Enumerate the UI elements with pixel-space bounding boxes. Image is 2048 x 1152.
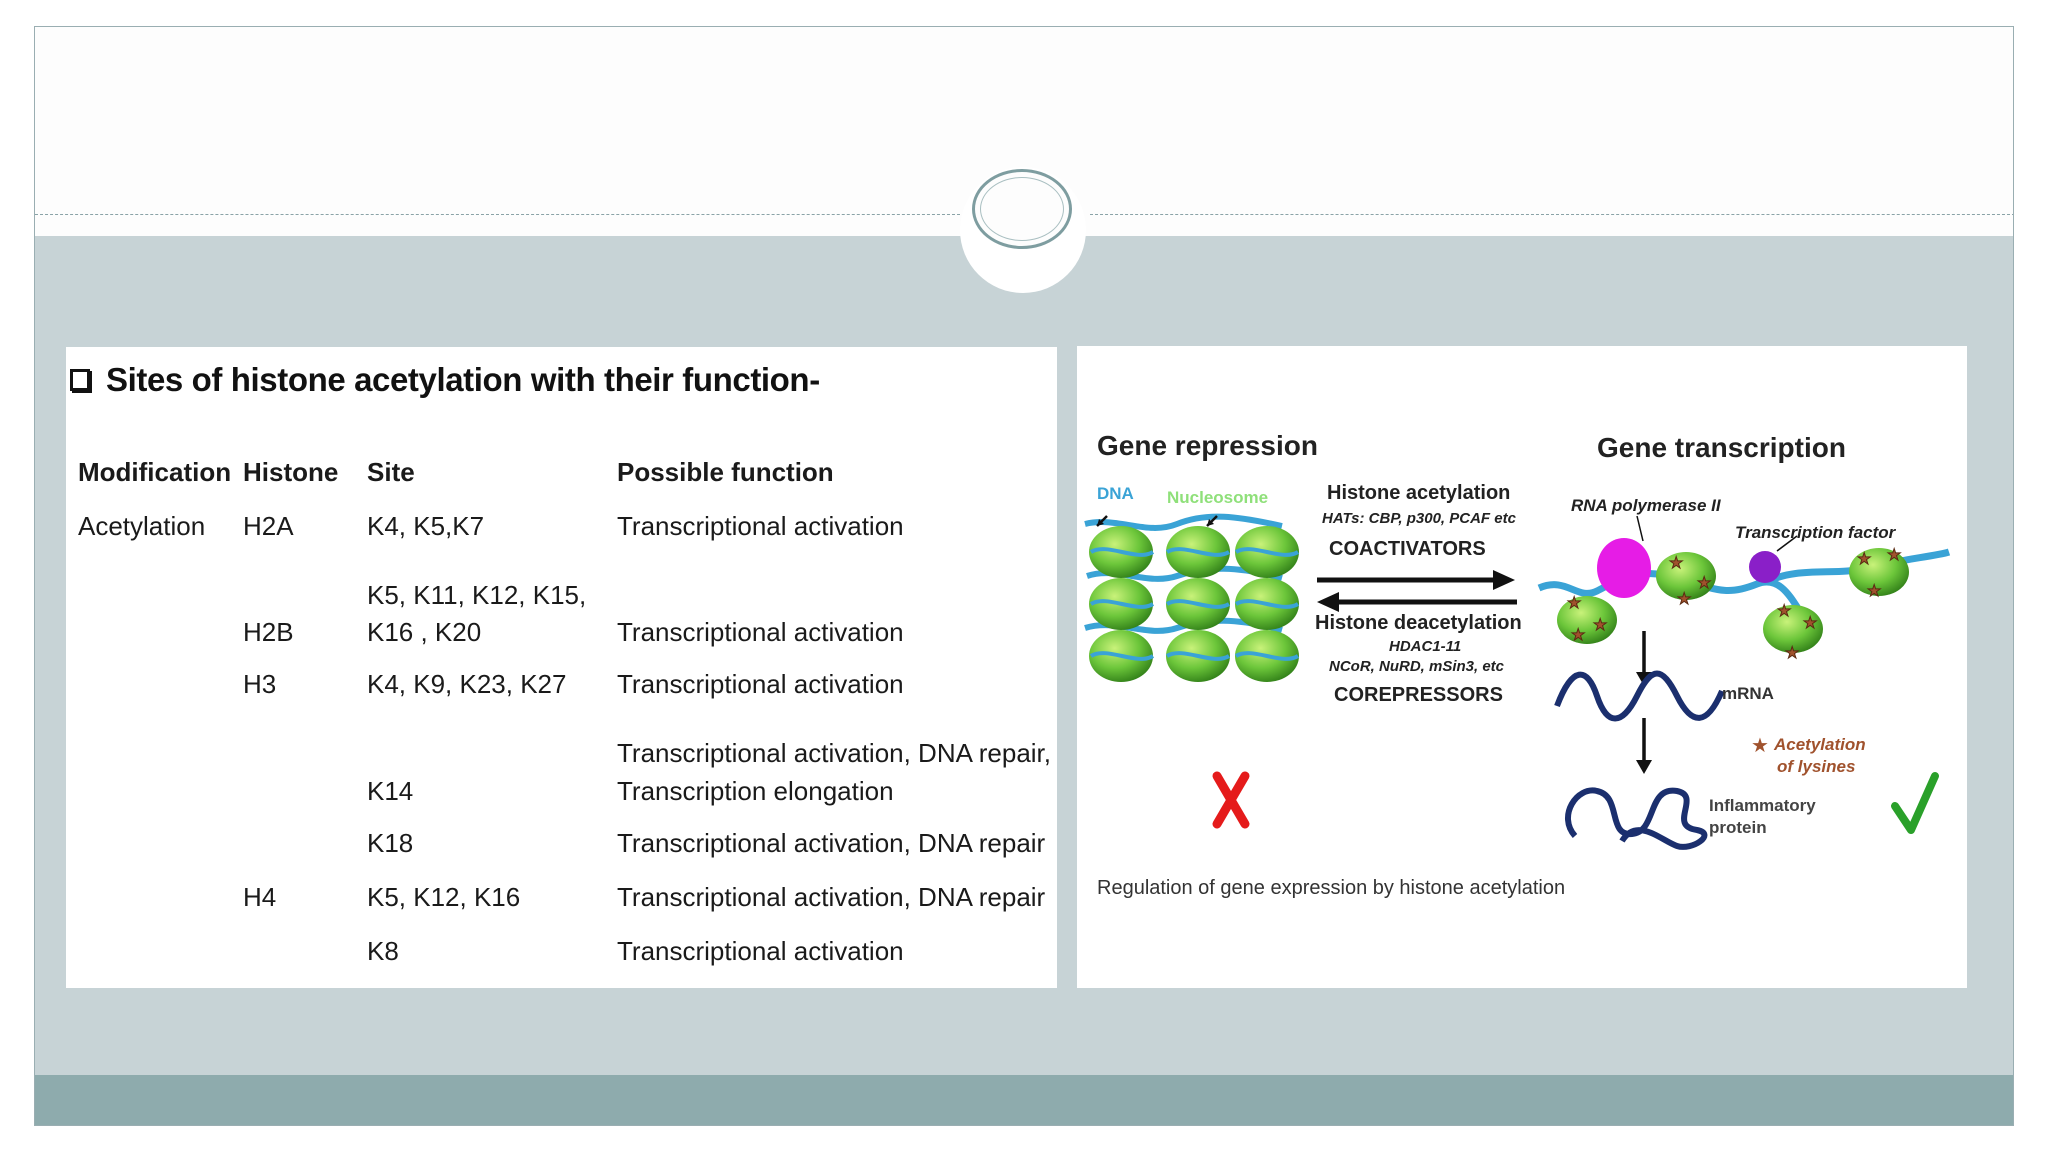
histone-acetylation-label: Histone acetylation [1327,482,1511,504]
heading-text: Sites of histone acetylation with their function- [106,361,820,398]
cell-histone: H2A [243,511,294,541]
histone-deacetylation-label: Histone deacetylation [1315,612,1522,634]
nucleosome-label: Nucleosome [1167,488,1269,507]
mrna-strand [1557,674,1722,719]
cell-function: Transcription elongation [617,776,894,806]
svg-text:★: ★ [1785,645,1800,662]
svg-text:★: ★ [1571,627,1586,644]
hdac-label: HDAC1-11 [1389,638,1462,655]
inflammatory-label-2: protein [1709,818,1767,837]
acetylation-legend-label-1: Acetylation [1774,735,1866,754]
inflammatory-label-1: Inflammatory [1709,796,1816,815]
flow-arrows [1636,631,1652,774]
cell-function: Transcriptional activation, DNA repair [617,882,1046,912]
cell-site: K5, K12, K16 [367,882,521,912]
hats-label: HATs: CBP, p300, PCAF etc [1322,510,1516,527]
svg-text:★: ★ [1697,575,1712,592]
transcription-factor-label: Transcription factor [1735,523,1896,542]
svg-text:★: ★ [1669,555,1684,572]
histone-table [66,347,1057,988]
cell-site: K4, K5,K7 [367,511,485,541]
cell-site: K16 , K20 [367,617,482,647]
cross-icon [1217,776,1245,824]
acetylation-figure-panel [1077,346,1967,988]
svg-text:★: ★ [1593,617,1608,634]
cell-site: K5, K11, K12, K15, [367,580,587,610]
header-divider-left [35,214,960,215]
header-ornament-circle [972,169,1072,249]
cell-function: Transcriptional activation [617,669,904,699]
gene-transcription-label: Gene transcription [1597,432,1846,463]
col-header-site: Site [367,457,415,487]
check-icon [1895,776,1935,830]
cell-function: Transcriptional activation, DNA repair [617,828,1046,858]
cell-modification: Acetylation [78,511,206,541]
svg-text:★: ★ [1867,583,1882,600]
cell-site: K18 [367,828,414,858]
cell-function: Transcriptional activation [617,617,904,647]
equilibrium-arrows [1317,570,1517,612]
slide [34,26,2014,1126]
histone-table-panel [66,347,1057,988]
inflammatory-protein-shape [1568,790,1704,846]
cell-site: K8 [367,936,399,966]
cell-histone: H2B [243,617,294,647]
cell-site: K4, K9, K23, K27 [367,669,567,699]
cell-site: K14 [367,776,414,806]
transcription-factor-shape [1749,551,1781,583]
svg-text:★: ★ [1677,591,1692,608]
rna-polymerase-shape [1597,538,1651,598]
col-header-modification: Modification [78,457,232,487]
col-header-histone: Histone [243,457,339,487]
svg-text:★: ★ [1803,615,1818,632]
cell-histone: H4 [243,882,277,912]
coactivators-label: COACTIVATORS [1329,538,1486,560]
ncor-label: NCoR, NuRD, mSin3, etc [1329,658,1505,675]
svg-text:★: ★ [1777,603,1792,620]
acetylation-legend-star-icon: ★ [1751,735,1769,757]
col-header-function: Possible function [617,457,834,487]
header-divider-right [1090,214,2014,215]
svg-text:★: ★ [1887,547,1902,564]
rna-polymerase-label: RNA polymerase II [1571,496,1721,515]
condensed-chromatin [1085,516,1299,682]
svg-text:★: ★ [1567,595,1582,612]
dna-label: DNA [1097,484,1134,503]
cell-histone: H3 [243,669,277,699]
cell-function: Transcriptional activation [617,936,904,966]
cell-function: Transcriptional activation [617,511,904,541]
mrna-label: mRNA [1722,684,1774,703]
corepressors-label: COREPRESSORS [1334,684,1503,706]
svg-text:★: ★ [1857,551,1872,568]
cell-function: Transcriptional activation, DNA repair, [617,738,1052,768]
figure-caption: Regulation of gene expression by histone acetylation [1097,877,1566,899]
gene-repression-label: Gene repression [1097,430,1318,461]
acetylation-legend-label-2: of lysines [1777,757,1856,776]
slide-footer [35,1075,2013,1126]
